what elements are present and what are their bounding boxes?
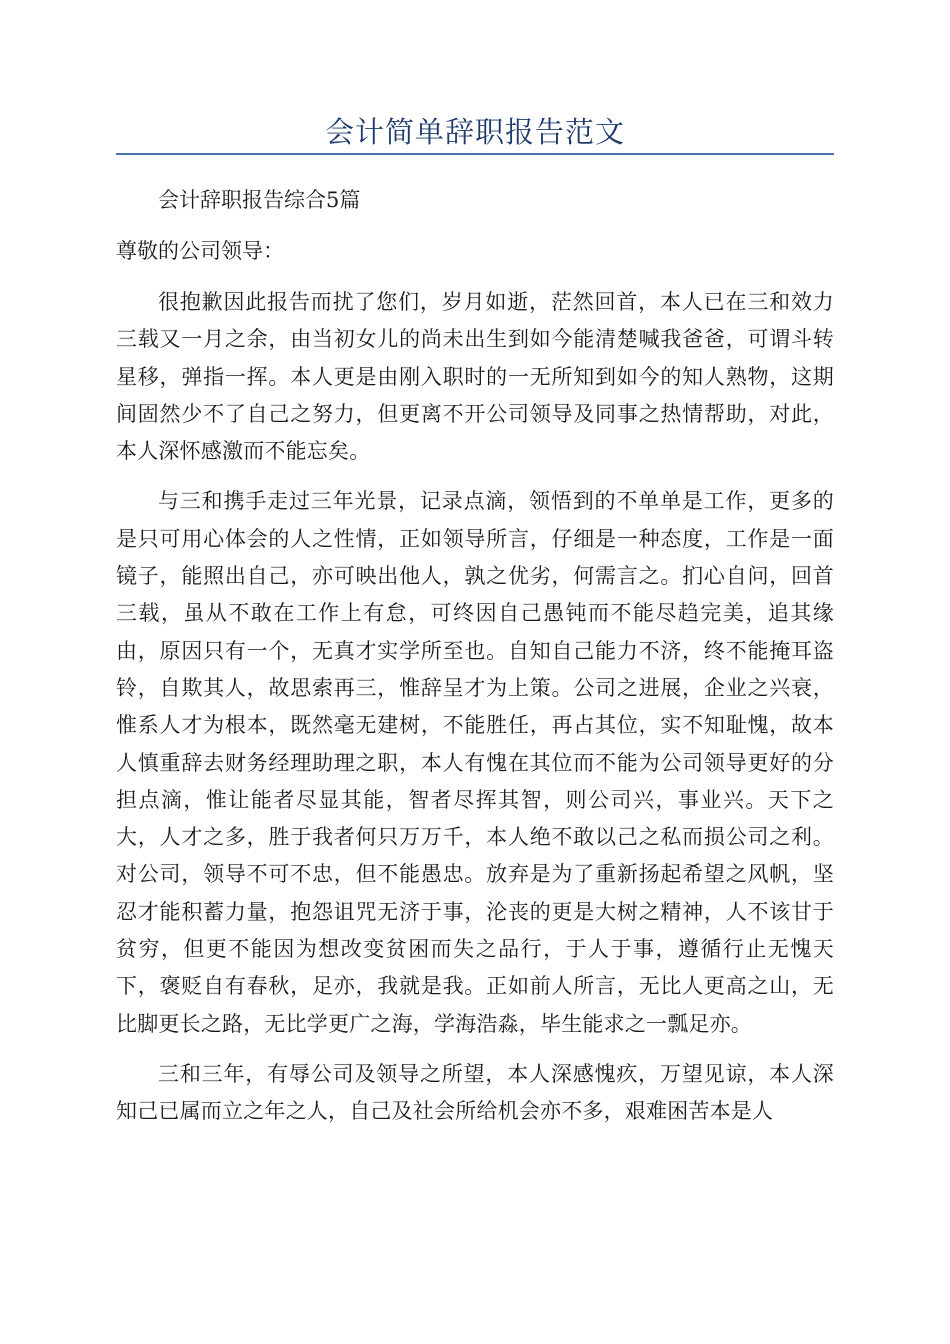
document-title: 会计简单辞职报告范文 — [324, 115, 625, 149]
body-paragraph-3: 三和三年，有辱公司及领导之所望，本人深感愧疚，万望见谅，本人深知己已属而立之年之人，自己及社会所给机会亦不多，艰难困苦本是人 — [116, 1061, 834, 1124]
title-underline — [116, 153, 834, 155]
body-paragraph-2: 与三和携手走过三年光景，记录点滴，领悟到的不单单是工作，更多的是只可用心体会的人之性情，正如领导所言，仔细是一种态度，工作是一面镜子，能照出自己，亦可映出他人，孰之优劣，何需言之。扪心自问，回首三载，虽从不敢在工作上有怠，可终因自己愚钝而不能尽趋完美，追其缘由，原因只有一个，无真才实学所至也。自知自己能力不济，终不能掩耳盗铃，自欺其人，故思索再三，惟辞呈才为上策。公司之进展，企业之兴衰，惟系人才为根本，既然毫无建树，不能胜任，再占其位，实不知耻愧，故本人慎重辞去财务经理助理之职，本人有愧在其位而不能为公司领导更好的分担点滴，惟让能者尽显其能，智者尽挥其智，则公司兴，事业兴。天下之大，人才之多，胜于我者何只万万千，本人绝不敢以己之私而损公司之利。对公司，领导不可不忠，但不能愚忠。放弃是为了重新扬起希望之风帆，坚忍才能积蓄力量，抱怨诅咒无济于事，沦丧的更是大树之精神，人不该甘于贫穷，但更不能因为想改变贫困而失之品行，于人于事，遵循行止无愧天下，褒贬自有春秋，足亦，我就是我。正如前人所言，无比人更高之山，无比脚更长之路，无比学更广之海，学海浩淼，毕生能求之一瓢足亦。 — [116, 489, 834, 1036]
document-page — [116, 0, 834, 1131]
document-subtitle: 会计辞职报告综合5篇 — [158, 188, 361, 212]
body-paragraph-1: 很抱歉因此报告而扰了您们，岁月如逝，茫然回首，本人已在三和效力三载又一月之余，由当初女儿的尚未出生到如今能清楚喊我爸爸，可谓斗转星移，弹指一挥。本人更是由刚入职时的一无所知到如今的知人熟物，这期间固然少不了自己之努力，但更离不开公司领导及同事之热情帮助，对此，本人深怀感激而不能忘矣。 — [116, 290, 834, 464]
salutation: 尊敬的公司领导： — [116, 239, 284, 263]
